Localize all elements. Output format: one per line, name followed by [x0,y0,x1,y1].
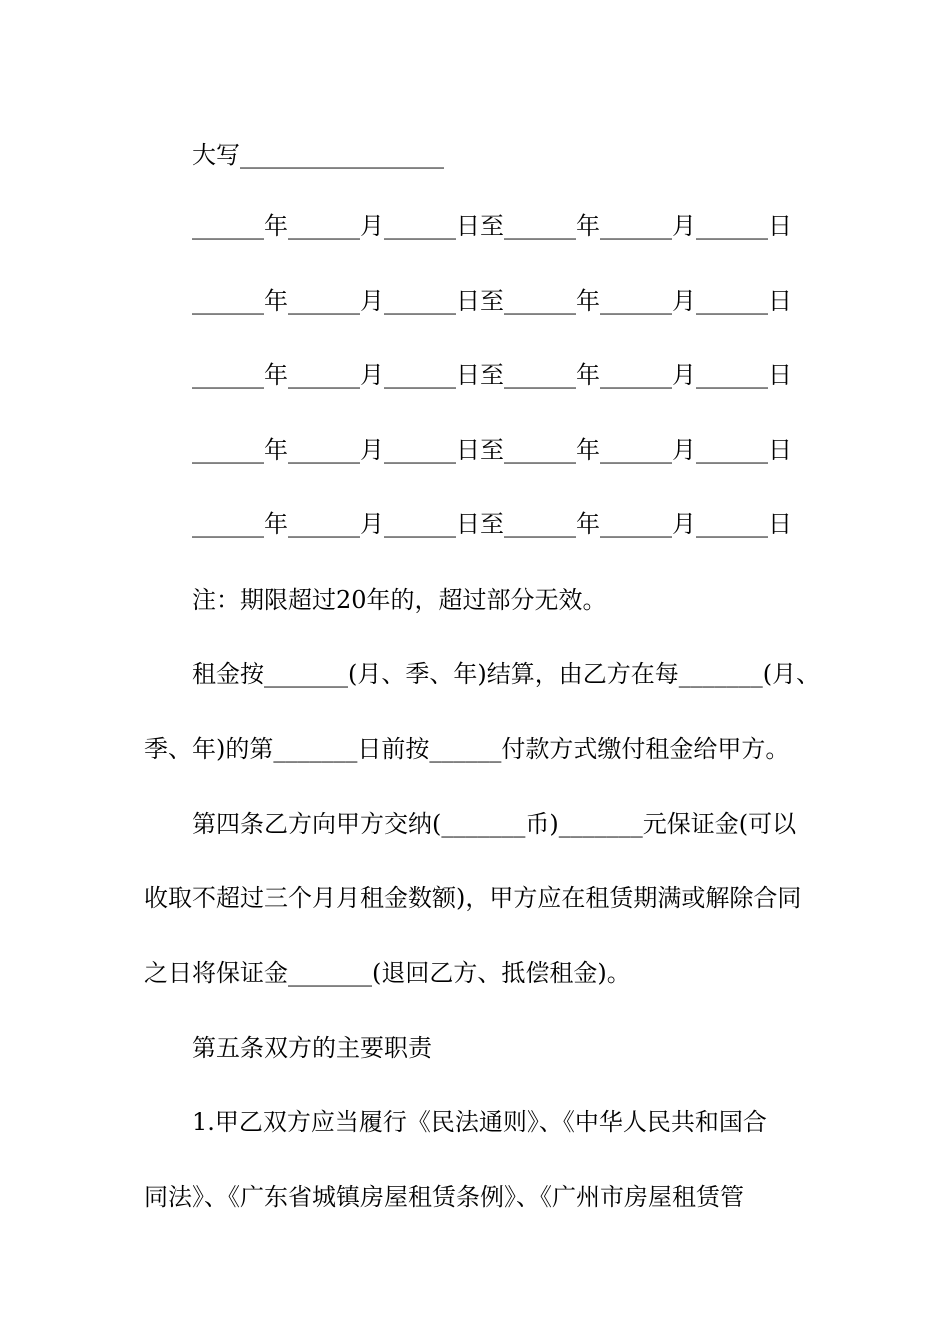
article-5-item-1-line-1: 1.甲乙双方应当履行《民法通则》、《中华人民共和国合 [192,1108,767,1136]
term-note: 注：期限超过20年的，超过部分无效。 [192,586,607,614]
date-range-line-3: ______年______月______日至______年______月______日 [192,361,792,389]
article-5-heading: 第五条双方的主要职责 [192,1034,432,1062]
article-5-item-1-line-2: 同法》、《广东省城镇房屋租赁条例》、《广州市房屋租赁管 [144,1183,744,1211]
date-range-line-1: ______年______月______日至______年______月______日 [192,212,792,240]
article-4-line-3: 之日将保证金_______(退回乙方、抵偿租金)。 [144,959,631,987]
article-4-line-2: 收取不超过三个月月租金数额)，甲方应在租赁期满或解除合同 [144,884,802,912]
date-range-line-2: ______年______月______日至______年______月______日 [192,287,792,315]
date-range-line-5: ______年______月______日至______年______月______日 [192,510,792,538]
amount-in-words-line: 大写_________________ [192,141,444,169]
rent-settlement-line-2: 季、年)的第_______日前按______付款方式缴付租金给甲方。 [144,735,790,763]
rent-settlement-line-1: 租金按_______(月、季、年)结算，由乙方在每_______(月、 [192,660,821,688]
article-4-line-1: 第四条乙方向甲方交纳(_______币)_______元保证金(可以 [192,810,797,838]
date-range-line-4: ______年______月______日至______年______月______日 [192,436,792,464]
